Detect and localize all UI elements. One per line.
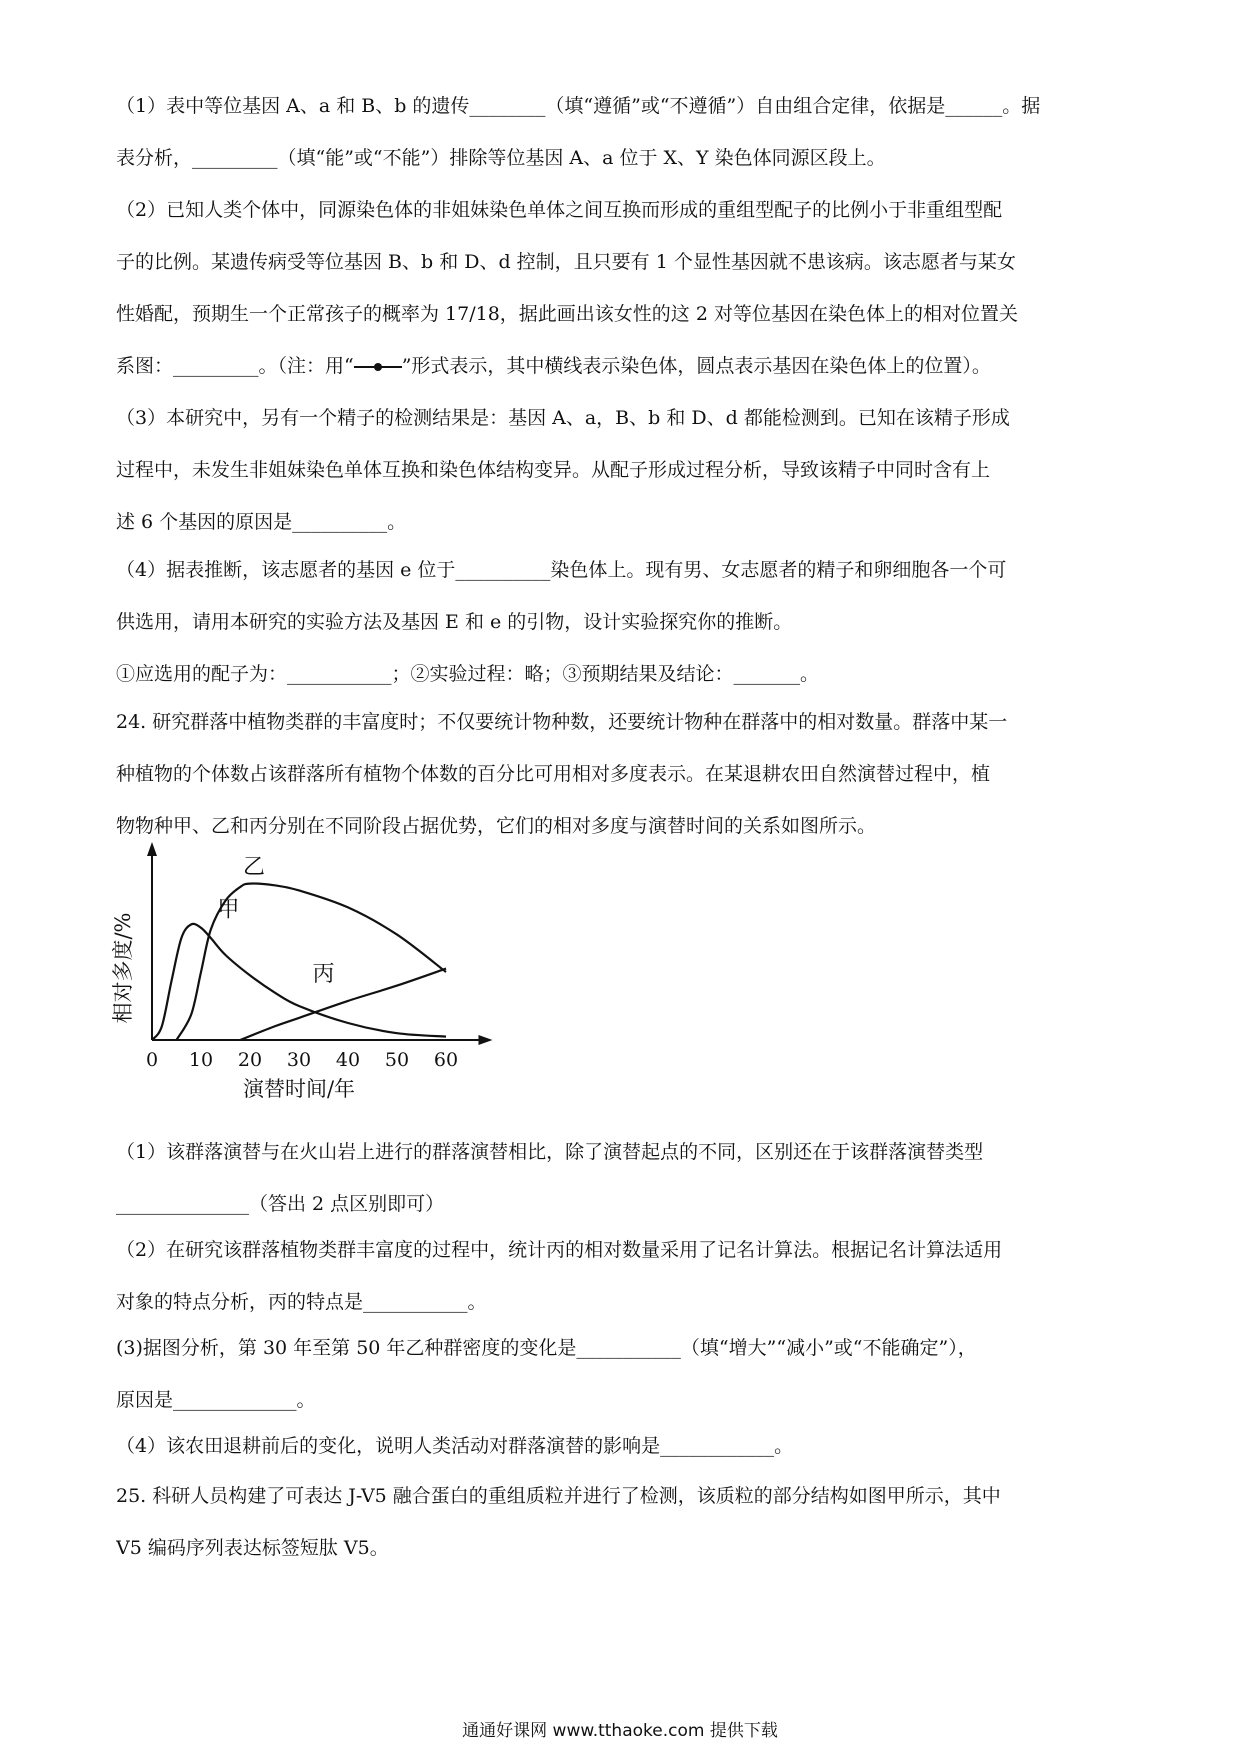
y-axis-label: 相对多度/% bbox=[111, 912, 135, 1024]
text-segment: ”形式表示，其中横线表示染色体，圆点表示基因在染色体上的位置）。 bbox=[401, 355, 991, 377]
x-tick-label: 40 bbox=[335, 1049, 361, 1071]
x-axis-label: 演替时间/年 bbox=[242, 1077, 356, 1100]
text-line: （1）表中等位基因 A、a 和 B、b 的遗传________（填“遵循”或“不遵循”）自由组合定律，依据是______。据 bbox=[116, 95, 1041, 117]
text-line: （1）该群落演替与在火山岩上进行的群落演替相比，除了演替起点的不同，区别还在于该群落演替类型 bbox=[116, 1141, 984, 1163]
q23-part4 bbox=[116, 544, 1126, 700]
text-line: ______________（答出 2 点区别即可） bbox=[116, 1193, 445, 1215]
abundance-chart bbox=[110, 840, 530, 1100]
chromosome-dot-icon bbox=[354, 362, 402, 372]
text-line: 对象的特点分析，丙的特点是___________。 bbox=[116, 1291, 487, 1313]
q24-part2 bbox=[116, 1224, 1126, 1328]
text-line: 供选用，请用本研究的实验方法及基因 E 和 e 的引物，设计实验探究你的推断。 bbox=[116, 611, 793, 633]
x-tick-label: 10 bbox=[188, 1049, 214, 1071]
series-label: 乙 bbox=[242, 854, 266, 880]
text-line: (3)据图分析，第 30 年至第 50 年乙种群密度的变化是___________（填“增大”“减小”或“不能确定”）， bbox=[116, 1337, 977, 1359]
x-tick-label: 20 bbox=[237, 1049, 263, 1071]
text-line bbox=[116, 340, 1126, 392]
x-tick-label: 50 bbox=[384, 1049, 410, 1071]
y-axis-arrow-icon bbox=[147, 842, 157, 856]
text-line: （2）已知人类个体中，同源染色体的非姐妹染色单体之间互换而形成的重组型配子的比例小于非重组型配 bbox=[116, 199, 1003, 221]
q23-part1 bbox=[116, 80, 1126, 184]
x-tick-label: 60 bbox=[433, 1049, 459, 1071]
text-line: 24. 研究群落中植物类群的丰富度时；不仅要统计物种数，还要统计物种在群落中的相对数量。群落中某一 bbox=[116, 711, 1008, 733]
x-tick-label: 0 bbox=[145, 1049, 159, 1071]
text-line: ①应选用的配子为：___________；②实验过程：略；③预期结果及结论：_______。 bbox=[116, 663, 820, 685]
q23-part2 bbox=[116, 184, 1126, 392]
text-line: （4）该农田退耕前后的变化，说明人类活动对群落演替的影响是____________。 bbox=[116, 1435, 794, 1457]
text-line: 子的比例。某遗传病受等位基因 B、b 和 D、d 控制，且只要有 1 个显性基因就不患该病。该志愿者与某女 bbox=[116, 251, 1016, 273]
q24-part1 bbox=[116, 1126, 1126, 1230]
text-line: 物物种甲、乙和丙分别在不同阶段占据优势，它们的相对多度与演替时间的关系如图所示。 bbox=[116, 815, 877, 837]
text-line: （3）本研究中，另有一个精子的检测结果是：基因 A、a，B、b 和 D、d 都能检测到。已知在该精子形成 bbox=[116, 407, 1010, 429]
text-line: 表分析，_________（填“能”或“不能”）排除等位基因 A、a 位于 X、Y 染色体同源区段上。 bbox=[116, 147, 886, 169]
text-line: V5 编码序列表达标签短肽 V5。 bbox=[116, 1537, 389, 1559]
text-line: 性婚配，预期生一个正常孩子的概率为 17/18，据此画出该女性的这 2 对等位基因在染色体上的相对位置关 bbox=[116, 303, 1018, 325]
text-line: 原因是_____________。 bbox=[116, 1389, 316, 1411]
q24-part3 bbox=[116, 1322, 1126, 1426]
q24-stem bbox=[116, 696, 1126, 852]
page-footer: 通通好课网 www.tthaoke.com 提供下载 bbox=[462, 1721, 778, 1741]
q23-part3 bbox=[116, 392, 1126, 548]
series-label: 甲 bbox=[217, 897, 240, 923]
text-line: 过程中，未发生非姐妹染色单体互换和染色体结构变异。从配子形成过程分析，导致该精子中同时含有上 bbox=[116, 459, 991, 481]
series-line-丙 bbox=[240, 969, 446, 1040]
text-line: 述 6 个基因的原因是__________。 bbox=[116, 511, 407, 533]
chart-plot bbox=[111, 842, 493, 1100]
text-line: 25. 科研人员构建了可表达 J-V5 融合蛋白的重组质粒并进行了检测，该质粒的部分结构如图甲所示，其中 bbox=[116, 1485, 1001, 1507]
text-segment: 系图：_________。（注：用“ bbox=[116, 355, 354, 377]
text-line: （4）据表推断，该志愿者的基因 e 位于__________染色体上。现有男、女志愿者的精子和卵细胞各一个可 bbox=[116, 559, 1007, 581]
x-tick-label: 30 bbox=[286, 1049, 312, 1071]
q25-stem bbox=[116, 1470, 1126, 1574]
q24-part4 bbox=[116, 1420, 1126, 1472]
text-line: 种植物的个体数占该群落所有植物个体数的百分比可用相对多度表示。在某退耕农田自然演替过程中，植 bbox=[116, 763, 991, 785]
series-label: 丙 bbox=[312, 962, 335, 988]
series-line-甲 bbox=[152, 924, 446, 1040]
x-axis-arrow-icon bbox=[479, 1035, 493, 1045]
text-line: （2）在研究该群落植物类群丰富度的过程中，统计丙的相对数量采用了记名计算法。根据记名计算法适用 bbox=[116, 1239, 1003, 1261]
